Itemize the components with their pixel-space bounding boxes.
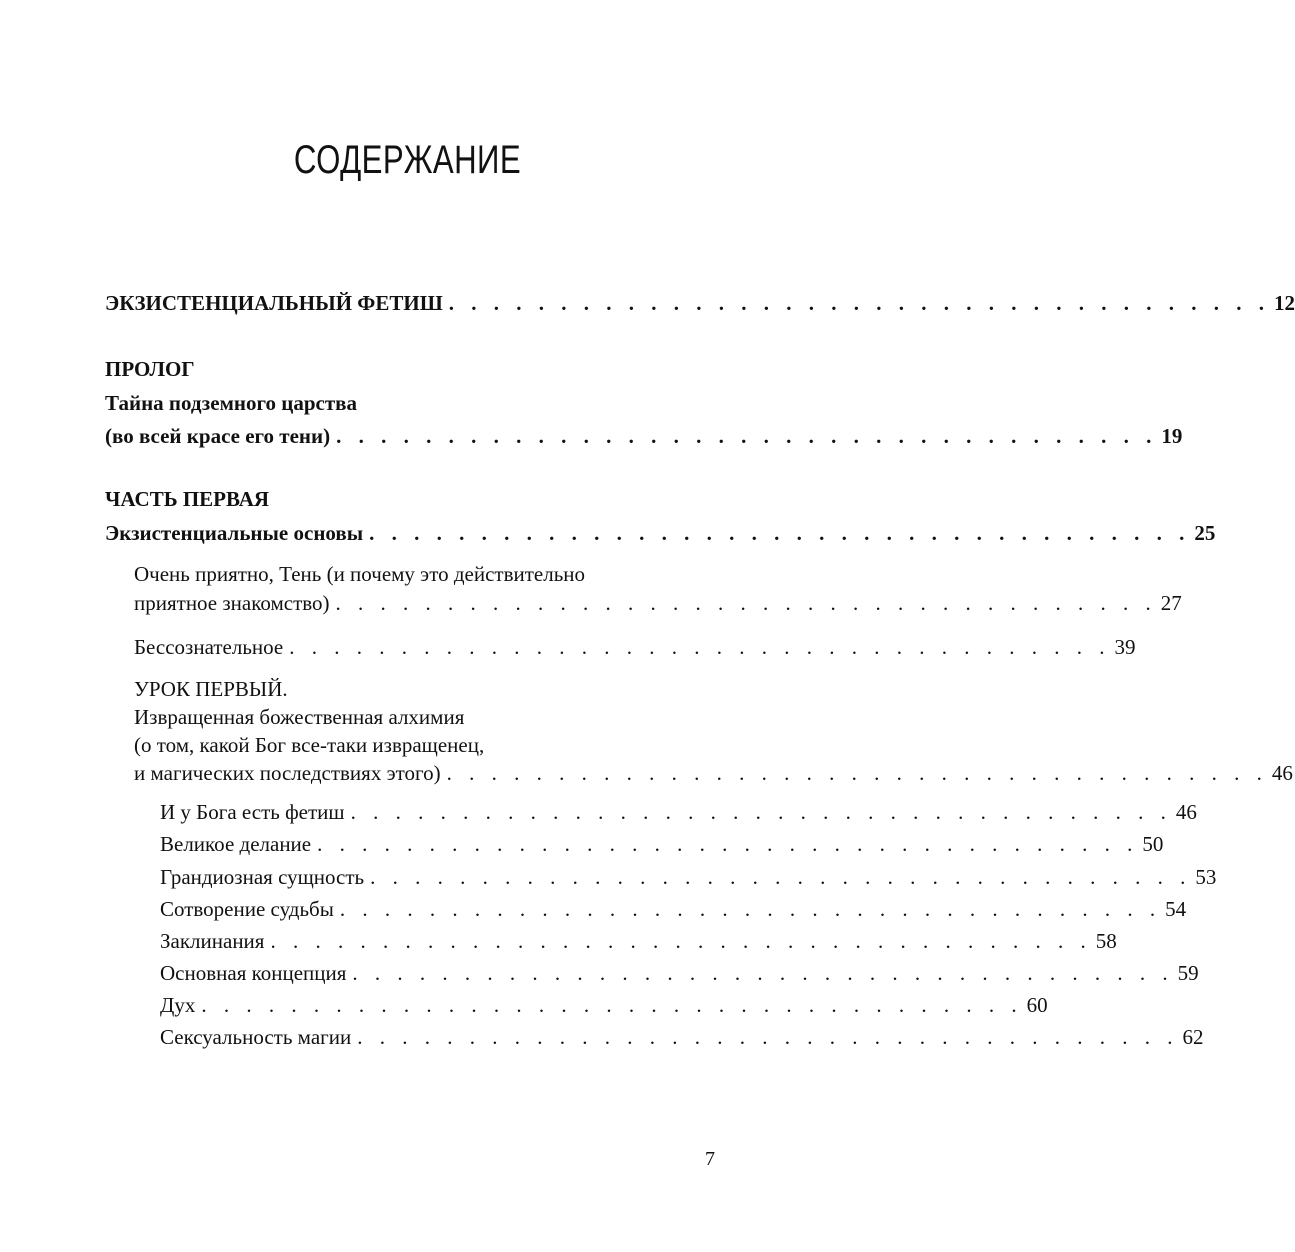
toc-entry-label: Основная концепция	[160, 961, 347, 985]
toc-heading-prologue-subtitle: Тайна подземного царства	[105, 391, 357, 415]
toc-entry-label: Грандиозная сущность	[160, 865, 365, 889]
toc-entry-spirit[interactable]	[160, 992, 1048, 1018]
toc-entry-label: Сотворение судьбы	[160, 897, 334, 921]
toc-leader-dots: . . . . . . . . . . . . . . . . . . . . . . . . . . . . . . . . . . . . .	[369, 521, 1191, 545]
toc-entry-label: приятное знакомство)	[134, 591, 330, 615]
toc-entry-label: Великое делание	[160, 832, 312, 856]
toc-entry-page: 27	[1160, 591, 1182, 615]
toc-entry-label: Заклинания	[160, 929, 265, 953]
page-number: 7	[705, 1148, 715, 1170]
toc-entry-page: 50	[1142, 832, 1164, 856]
toc-entry-existential-basics[interactable]	[105, 520, 1216, 546]
toc-leader-dots: . . . . . . . . . . . . . . . . . . . . . . . . . . . . . . . . . . . . .	[350, 800, 1172, 824]
toc-heading-prologue: ПРОЛОГ	[105, 357, 195, 381]
toc-entry-main-concept[interactable]	[160, 960, 1199, 986]
toc-leader-dots: . . . . . . . . . . . . . . . . . . . . . . . . . . . . . . . . . . . . .	[270, 929, 1092, 953]
toc-entry-page: 25	[1194, 521, 1216, 545]
toc-entry-grand-essence[interactable]	[160, 864, 1217, 890]
toc-leader-dots: . . . . . . . . . . . . . . . . . . . . . . . . . . . . . . . . . . . . .	[357, 1025, 1179, 1049]
toc-leader-dots: . . . . . . . . . . . . . . . . . . . . . . . . . . . . . . . . . . . . .	[317, 832, 1139, 856]
toc-entry-existential-fetish[interactable]	[105, 290, 1295, 316]
toc-entry-label: Сексуальность магии	[160, 1025, 352, 1049]
toc-leader-dots: . . . . . . . . . . . . . . . . . . . . . . . . . . . . . . . . . . . . .	[289, 635, 1111, 659]
toc-heading-lesson-one-subtitle: (о том, какой Бог все-таки извращенец,	[134, 733, 485, 757]
toc-leader-dots: . . . . . . . . . . . . . . . . . . . . . . . . . . . . . . . . . . . . .	[352, 961, 1174, 985]
toc-entry-fate-creation[interactable]	[160, 896, 1187, 922]
toc-entry-page: 53	[1195, 865, 1217, 889]
toc-entry-page: 46	[1271, 761, 1293, 785]
toc-entry-great-work[interactable]	[160, 831, 1164, 857]
toc-entry-page: 54	[1165, 897, 1187, 921]
toc-leader-dots: . . . . . . . . . . . . . . . . . . . . . . . . . . . . . . . . . . . . .	[335, 591, 1157, 615]
toc-entry-god-fetish[interactable]	[160, 799, 1197, 825]
toc-entry-label: Экзистенциальные основы	[105, 521, 364, 545]
toc-heading-lesson-one-title: Извращенная божественная алхимия	[134, 705, 465, 729]
toc-leader-dots: . . . . . . . . . . . . . . . . . . . . . . . . . . . . . . . . . . . . .	[336, 424, 1158, 448]
toc-entry-unconscious[interactable]	[134, 634, 1136, 660]
toc-entry-label: Бессознательное	[134, 635, 284, 659]
toc-entry-label: Дух	[160, 993, 196, 1017]
toc-entry-page: 59	[1177, 961, 1199, 985]
toc-entry-page: 19	[1161, 424, 1183, 448]
toc-entry-page: 62	[1182, 1025, 1204, 1049]
toc-entry-page: 39	[1114, 635, 1136, 659]
toc-entry-label: И у Бога есть фетиш	[160, 800, 345, 824]
toc-entry-spells[interactable]	[160, 928, 1117, 954]
toc-entry-page: 58	[1095, 929, 1117, 953]
toc-heading-part-one: ЧАСТЬ ПЕРВАЯ	[105, 487, 270, 511]
toc-leader-dots: . . . . . . . . . . . . . . . . . . . . . . . . . . . . . . . . . . . . .	[370, 865, 1192, 889]
toc-entry-label: (во всей красе его тени)	[105, 424, 331, 448]
toc-entry-shadow[interactable]	[134, 590, 1182, 616]
page-title: СОДЕРЖАНИЕ	[293, 138, 522, 182]
toc-entry-page: 46	[1175, 800, 1197, 824]
toc-entry-sexuality-of-magic[interactable]	[160, 1024, 1204, 1050]
toc-entry-prologue[interactable]	[105, 423, 1183, 449]
toc-entry-label: и магических последствиях этого)	[134, 761, 441, 785]
toc-heading-lesson-one: УРОК ПЕРВЫЙ.	[134, 677, 288, 701]
toc-entry-label: ЭКЗИСТЕНЦИАЛЬНЫЙ ФЕТИШ	[105, 291, 443, 315]
toc-leader-dots: . . . . . . . . . . . . . . . . . . . . . . . . . . . . . . . . . . . . .	[201, 993, 1023, 1017]
toc-leader-dots: . . . . . . . . . . . . . . . . . . . . . . . . . . . . . . . . . . . . .	[339, 897, 1162, 921]
toc-heading-shadow: Очень приятно, Тень (и почему это действительно	[134, 562, 586, 586]
toc-entry-lesson-one[interactable]	[134, 760, 1293, 786]
toc-entry-page: 60	[1026, 993, 1048, 1017]
toc-leader-dots: . . . . . . . . . . . . . . . . . . . . . . . . . . . . . . . . . . . . .	[446, 761, 1268, 785]
toc-leader-dots: . . . . . . . . . . . . . . . . . . . . . . . . . . . . . . . . . . . . .	[448, 291, 1271, 315]
toc-entry-page: 12	[1274, 291, 1295, 315]
